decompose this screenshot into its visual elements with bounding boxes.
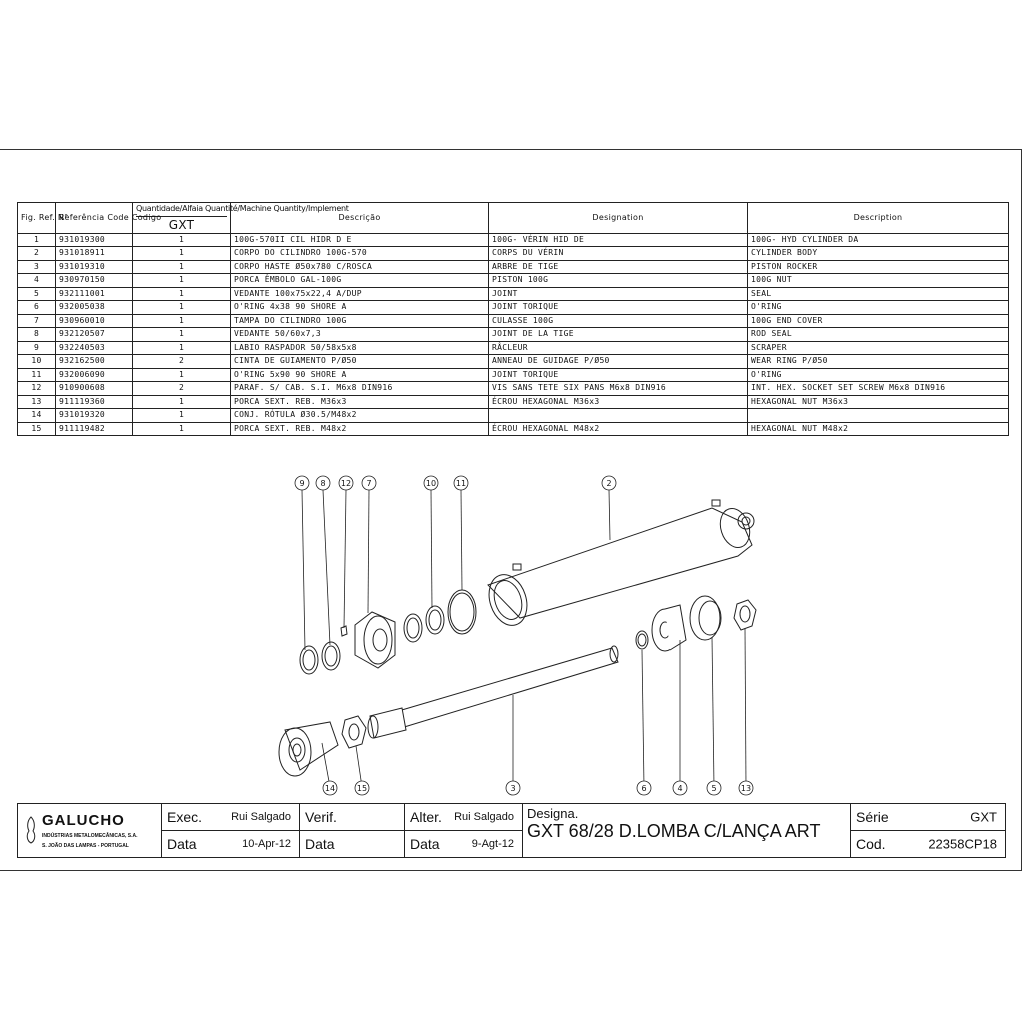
title-block (17, 803, 1006, 858)
header-reference: Referência Code Codigo (56, 203, 133, 234)
row-quantity: 1 (133, 328, 231, 342)
balloon-4 (673, 781, 687, 795)
row-code: 932162500 (56, 355, 133, 369)
row-descricao: CONJ. RÓTULA Ø30.5/M48x2 (231, 409, 489, 423)
serie-label: Série (856, 808, 889, 825)
rooster-logo-icon (24, 815, 38, 845)
row-fig-ref: 4 (18, 274, 56, 288)
row-quantity: 1 (133, 274, 231, 288)
row-code: 931019320 (56, 409, 133, 423)
row-description: PISTON ROCKER (748, 260, 1009, 274)
balloon-12-label: 12 (340, 479, 352, 488)
row-code: 911119360 (56, 395, 133, 409)
row-designation: PISTON 100G (489, 274, 748, 288)
row-descricao: CINTA DE GUIAMENTO P/Ø50 (231, 355, 489, 369)
balloon-4-label: 4 (677, 784, 683, 793)
row-quantity: 2 (133, 355, 231, 369)
verif-date-label: Data (305, 835, 335, 852)
row-quantity: 1 (133, 301, 231, 315)
balloon-14 (323, 781, 337, 795)
part-4-piston (652, 605, 686, 651)
row-quantity: 1 (133, 368, 231, 382)
row-code: 911119482 (56, 422, 133, 436)
row-fig-ref: 3 (18, 260, 56, 274)
designation-block (523, 804, 851, 857)
balloon-15-label: 15 (356, 784, 368, 793)
row-code: 930970150 (56, 274, 133, 288)
row-code: 931018911 (56, 247, 133, 261)
row-designation: JOINT (489, 287, 748, 301)
company-line-1: INDÚSTRIAS METALOMECÂNICAS, S.A. (42, 833, 138, 839)
row-descricao: PORCA SEXT. REB. M48x2 (231, 422, 489, 436)
exec-block (162, 804, 300, 857)
row-quantity: 1 (133, 409, 231, 423)
balloon-11 (454, 476, 468, 490)
balloon-13 (739, 781, 753, 795)
row-descricao: TAMPA DO CILINDRO 100G (231, 314, 489, 328)
row-code: 932111001 (56, 287, 133, 301)
header-description: Description (748, 203, 1009, 234)
row-code: 931019310 (56, 260, 133, 274)
balloon-9-label: 9 (299, 479, 305, 488)
row-code: 932240503 (56, 341, 133, 355)
balloon-7 (362, 476, 376, 490)
row-description: 100G END COVER (748, 314, 1009, 328)
row-designation: RÂCLEUR (489, 341, 748, 355)
row-quantity: 1 (133, 341, 231, 355)
exec-date: 10-Apr-12 (242, 837, 291, 850)
row-fig-ref: 15 (18, 422, 56, 436)
row-code: 932120507 (56, 328, 133, 342)
row-designation: CORPS DU VÉRIN (489, 247, 748, 261)
exec-value: Rui Salgado (231, 810, 291, 823)
row-designation: ARBRE DE TIGE (489, 260, 748, 274)
part-10-wear-ring (404, 606, 444, 642)
row-quantity: 1 (133, 395, 231, 409)
row-descricao: LABIO RASPADOR 50/58x5x8 (231, 341, 489, 355)
row-fig-ref: 14 (18, 409, 56, 423)
part-14-rod-eye (279, 722, 338, 776)
row-designation: CULASSE 100G (489, 314, 748, 328)
row-designation: 100G- VÉRIN HID DE (489, 233, 748, 247)
part-3-piston-rod (368, 646, 618, 738)
balloon-6 (637, 781, 651, 795)
header-fig-ref: Fig. Ref. N° (18, 203, 56, 234)
row-description: INT. HEX. SOCKET SET SCREW M6x8 DIN916 (748, 382, 1009, 396)
row-descricao: O'RING 5x90 90 SHORE A (231, 368, 489, 382)
row-descricao: PARAF. S/ CAB. S.I. M6x8 DIN916 (231, 382, 489, 396)
balloon-5 (707, 781, 721, 795)
row-descricao: O'RING 4x38 90 SHORE A (231, 301, 489, 315)
row-designation: VIS SANS TETE SIX PANS M6x8 DIN916 (489, 382, 748, 396)
part-15-hex-nut (342, 716, 366, 748)
row-quantity: 2 (133, 382, 231, 396)
row-descricao: PORCA SEXT. REB. M36x3 (231, 395, 489, 409)
part-8-rod-seal (322, 642, 340, 670)
row-designation: ÉCROU HEXAGONAL M48x2 (489, 422, 748, 436)
row-fig-ref: 13 (18, 395, 56, 409)
row-quantity: 1 (133, 422, 231, 436)
balloon-2-label: 2 (606, 479, 612, 488)
header-quantity-model: GXT (168, 217, 195, 232)
row-fig-ref: 2 (18, 247, 56, 261)
row-descricao: CORPO HASTE Ø50x780 C/ROSCA (231, 260, 489, 274)
row-fig-ref: 9 (18, 341, 56, 355)
row-description: CYLINDER BODY (748, 247, 1009, 261)
serie-cod-block (851, 804, 1005, 857)
row-fig-ref: 8 (18, 328, 56, 342)
row-description: HEXAGONAL NUT M48x2 (748, 422, 1009, 436)
row-description: SEAL (748, 287, 1009, 301)
row-fig-ref: 1 (18, 233, 56, 247)
balloon-14-label: 14 (324, 784, 336, 793)
balloon-8-label: 8 (320, 479, 326, 488)
part-13-hex-nut (734, 600, 756, 630)
row-fig-ref: 12 (18, 382, 56, 396)
balloon-11-label: 11 (455, 479, 467, 488)
row-code: 932006090 (56, 368, 133, 382)
row-descricao: 100G-570II CIL HIDR D E (231, 233, 489, 247)
header-descricao: Descrição (231, 203, 489, 234)
balloon-3 (506, 781, 520, 795)
serie-value: GXT (970, 809, 997, 825)
row-description: O'RING (748, 368, 1009, 382)
balloon-10 (424, 476, 438, 490)
exec-date-label: Data (167, 835, 197, 852)
row-quantity: 1 (133, 247, 231, 261)
balloon-3-label: 3 (510, 784, 516, 793)
row-description: ROD SEAL (748, 328, 1009, 342)
row-fig-ref: 5 (18, 287, 56, 301)
row-code: 931019300 (56, 233, 133, 247)
row-fig-ref: 10 (18, 355, 56, 369)
row-fig-ref: 11 (18, 368, 56, 382)
part-6-oring (636, 631, 648, 649)
row-designation: ÉCROU HEXAGONAL M36x3 (489, 395, 748, 409)
part-7-end-cover (355, 612, 395, 668)
company-logo-block (18, 804, 162, 857)
row-description: 100G- HYD CYLINDER DA (748, 233, 1009, 247)
row-quantity: 1 (133, 314, 231, 328)
alter-label: Alter. (410, 808, 442, 825)
row-description: HEXAGONAL NUT M36x3 (748, 395, 1009, 409)
row-fig-ref: 6 (18, 301, 56, 315)
cod-label: Cod. (856, 835, 886, 852)
balloon-10-label: 10 (425, 479, 437, 488)
row-code: 932005038 (56, 301, 133, 315)
header-designation: Designation (489, 203, 748, 234)
part-11-oring (448, 590, 476, 634)
alter-block (405, 804, 523, 857)
part-9-scraper (300, 646, 318, 674)
row-designation: ANNEAU DE GUIDAGE P/Ø50 (489, 355, 748, 369)
row-designation: JOINT TORIQUE (489, 301, 748, 315)
company-line-2: S. JOÃO DAS LAMPAS - PORTUGAL (42, 843, 129, 849)
alter-date: 9-Agt-12 (471, 837, 514, 850)
row-description: 100G NUT (748, 274, 1009, 288)
alter-date-label: Data (410, 835, 440, 852)
row-code: 910900608 (56, 382, 133, 396)
row-descricao: PORCA ÊMBOLO GAL-100G (231, 274, 489, 288)
exec-label: Exec. (167, 808, 203, 825)
verif-label: Verif. (305, 808, 337, 825)
balloon-6-label: 6 (641, 784, 647, 793)
row-designation: JOINT DE LA TIGE (489, 328, 748, 342)
row-designation: JOINT TORIQUE (489, 368, 748, 382)
balloon-7-label: 7 (366, 479, 372, 488)
row-description: SCRAPER (748, 341, 1009, 355)
row-descricao: VEDANTE 100x75x22,4 A/DUP (231, 287, 489, 301)
row-quantity: 1 (133, 233, 231, 247)
alter-value: Rui Salgado (454, 810, 514, 823)
cod-value: 22358CP18 (928, 836, 997, 852)
balloon-5-label: 5 (711, 784, 717, 793)
row-descricao: VEDANTE 50/60x7,3 (231, 328, 489, 342)
row-fig-ref: 7 (18, 314, 56, 328)
balloon-2 (602, 476, 616, 490)
balloon-8 (316, 476, 330, 490)
row-quantity: 1 (133, 287, 231, 301)
balloon-13-label: 13 (740, 784, 752, 793)
row-quantity: 1 (133, 260, 231, 274)
row-code: 930960010 (56, 314, 133, 328)
header-quantity-label: Quantidade/Alfaia Quantité/Machine Quantity/Implement (136, 203, 227, 217)
part-5-seal (690, 596, 721, 640)
balloon-15 (355, 781, 369, 795)
verif-block (300, 804, 405, 857)
balloon-12 (339, 476, 353, 490)
row-descricao: CORPO DO CILINDRO 100G-570 (231, 247, 489, 261)
designa-label: Designa. (527, 806, 579, 821)
part-2-cylinder-body (483, 500, 755, 630)
balloon-9 (295, 476, 309, 490)
row-description: O'RING (748, 301, 1009, 315)
company-name: GALUCHO (42, 812, 125, 829)
row-description: WEAR RING P/Ø50 (748, 355, 1009, 369)
designa-value: GXT 68/28 D.LOMBA C/LANÇA ART (527, 821, 821, 841)
